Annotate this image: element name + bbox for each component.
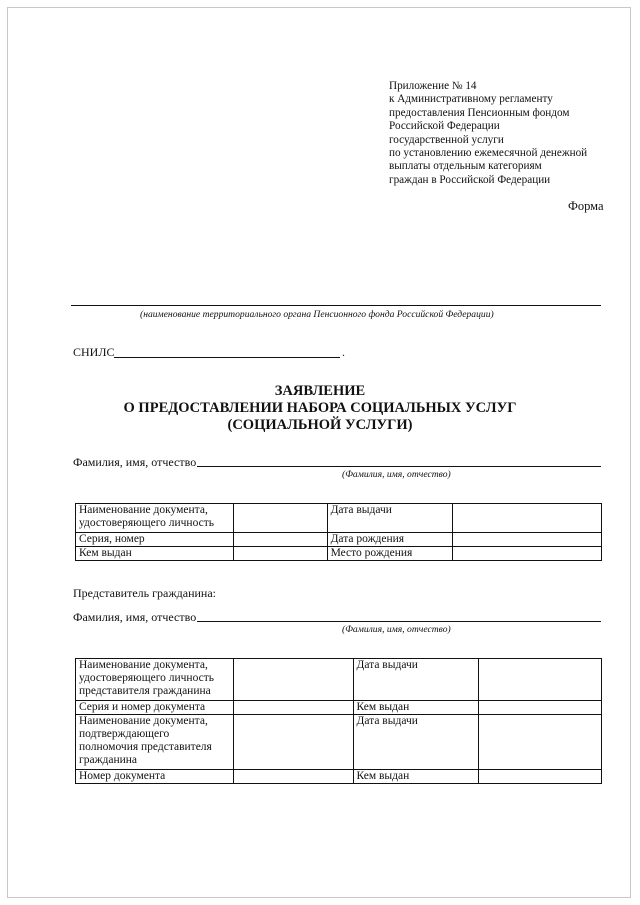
citizen-doc-name-label: Наименование документа, удостоверяющего личность xyxy=(76,504,234,533)
rep-authority-doc-value[interactable] xyxy=(233,715,353,770)
table-row xyxy=(76,547,602,561)
title-line: ЗАЯВЛЕНИЕ xyxy=(274,383,366,399)
representative-fio-caption: (Фамилия, имя, отчество) xyxy=(342,624,451,635)
citizen-fio-label: Фамилия, имя, отчество xyxy=(73,455,197,469)
representative-heading: Представитель гражданина: xyxy=(73,586,216,600)
citizen-birth-place-label: Место рождения xyxy=(327,547,453,561)
citizen-issue-date-value[interactable] xyxy=(453,504,602,533)
citizen-birth-date-value[interactable] xyxy=(453,533,602,547)
appendix-line: Российской Федерации xyxy=(389,120,500,133)
appendix-header xyxy=(389,80,629,187)
rep-doc-number-value[interactable] xyxy=(233,770,353,784)
snils-label: СНИЛС xyxy=(73,345,115,359)
appendix-line: государственной услуги xyxy=(389,133,504,146)
citizen-issued-by-label: Кем выдан xyxy=(76,547,234,561)
citizen-series-number-value[interactable] xyxy=(233,533,327,547)
table-row xyxy=(76,701,602,715)
rep-doc-number-label: Номер документа xyxy=(76,770,234,784)
rep-doc-name-label: Наименование документа, удостоверяющего личность представителя гражданина xyxy=(76,659,234,701)
representative-document-table xyxy=(75,658,602,784)
rep-authority-issued-by-label: Кем выдан xyxy=(353,770,479,784)
representative-fio-label: Фамилия, имя, отчество xyxy=(73,610,197,624)
citizen-issued-by-value[interactable] xyxy=(233,547,327,561)
citizen-birth-date-label: Дата рождения xyxy=(327,533,453,547)
appendix-line: Приложение № 14 xyxy=(389,80,477,92)
citizen-fio-field[interactable] xyxy=(197,466,601,467)
appendix-line: к Административному регламенту xyxy=(389,93,553,106)
snils-period: . xyxy=(342,345,345,359)
rep-doc-name-value[interactable] xyxy=(233,659,353,701)
document-title xyxy=(80,383,560,434)
representative-fio-field[interactable] xyxy=(197,621,601,622)
snils-field[interactable] xyxy=(114,357,340,358)
rep-issued-by-label: Кем выдан xyxy=(353,701,479,715)
table-row xyxy=(76,715,602,770)
citizen-issue-date-label: Дата выдачи xyxy=(327,504,453,533)
citizen-document-table xyxy=(75,503,602,561)
citizen-series-number-label: Серия, номер xyxy=(76,533,234,547)
table-row xyxy=(76,533,602,547)
table-row xyxy=(76,504,602,533)
rep-authority-issue-date-value[interactable] xyxy=(479,715,602,770)
rep-issue-date-value[interactable] xyxy=(479,659,602,701)
table-row xyxy=(76,770,602,784)
citizen-doc-name-value[interactable] xyxy=(233,504,327,533)
rep-authority-issue-date-label: Дата выдачи xyxy=(353,715,479,770)
rep-series-number-label: Серия и номер документа xyxy=(76,701,234,715)
form-label: Форма xyxy=(568,199,604,213)
appendix-line: выплаты отдельным категориям xyxy=(389,160,542,173)
title-line: (СОЦИАЛЬНОЙ УСЛУГИ) xyxy=(227,417,413,433)
rep-issue-date-label: Дата выдачи xyxy=(353,659,479,701)
rep-authority-doc-label: Наименование документа, подтверждающего полномочия представителя гражданина xyxy=(76,715,234,770)
citizen-fio-caption: (Фамилия, имя, отчество) xyxy=(342,469,451,480)
appendix-line: предоставления Пенсионным фондом xyxy=(389,106,570,119)
rep-series-number-value[interactable] xyxy=(233,701,353,715)
rep-authority-issued-by-value[interactable] xyxy=(479,770,602,784)
rep-issued-by-value[interactable] xyxy=(479,701,602,715)
title-line: О ПРЕДОСТАВЛЕНИИ НАБОРА СОЦИАЛЬНЫХ УСЛУГ xyxy=(123,400,517,416)
appendix-line: по установлению ежемесячной денежной xyxy=(389,147,588,160)
authority-caption: (наименование территориального органа Пенсионного фонда Российской Федерации) xyxy=(140,309,494,320)
citizen-birth-place-value[interactable] xyxy=(453,547,602,561)
authority-name-field[interactable] xyxy=(71,305,601,306)
table-row xyxy=(76,659,602,701)
appendix-line: граждан в Российской Федерации xyxy=(389,173,551,186)
